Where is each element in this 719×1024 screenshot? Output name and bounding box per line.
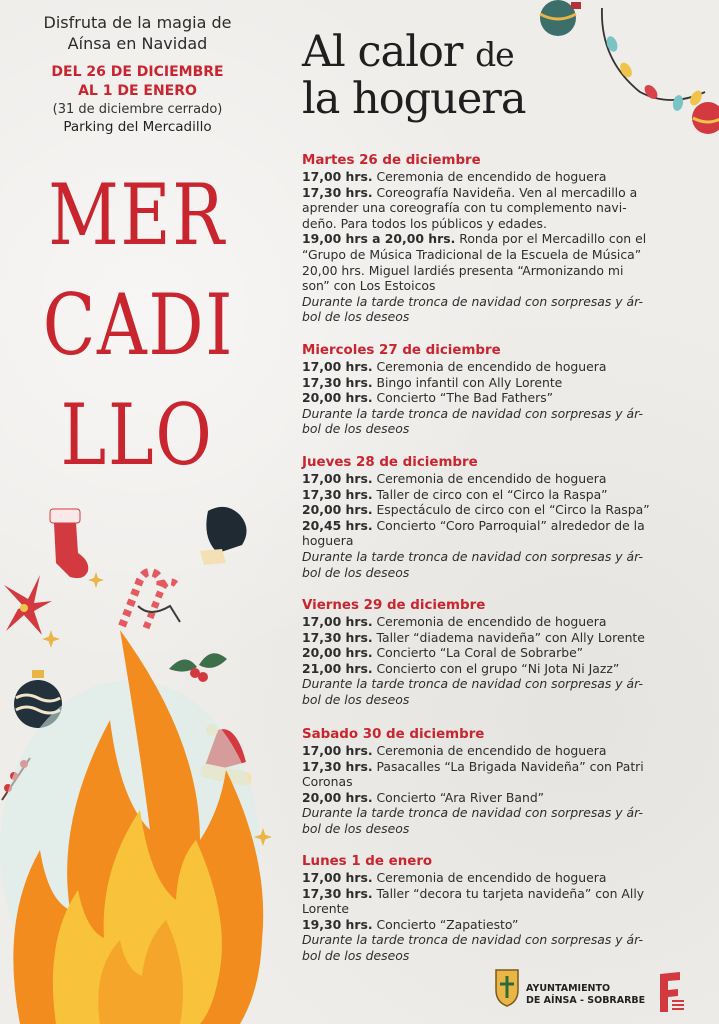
day-title: Martes 26 de diciembre xyxy=(302,153,481,168)
closed-note: (31 de diciembre cerrado) xyxy=(52,102,223,117)
schedule-line xyxy=(302,278,686,294)
schedule-line xyxy=(302,471,686,487)
dates-line-1: DEL 26 DE DICIEMBRE xyxy=(51,64,224,80)
event-place: Parking del Mercadillo xyxy=(63,119,212,135)
day-note: Durante la tarde tronca de navidad con sorpresas y ár- xyxy=(302,405,644,421)
schedule-text: Ceremonia de encendido de hoguera xyxy=(372,614,607,629)
day-block xyxy=(302,597,686,708)
mercadillo-line-3: LLO xyxy=(60,386,214,484)
schedule-line xyxy=(302,743,686,759)
schedule-text: Ceremonia de encendido de hoguera xyxy=(372,471,607,486)
tagline-line-1: Disfruta de la magia de xyxy=(43,13,232,32)
day-title: Lunes 1 de enero xyxy=(302,854,433,869)
schedule-time: 21,00 hrs. xyxy=(302,660,373,676)
schedule-text: Concierto “Coro Parroquial” alrededor de la xyxy=(372,517,645,533)
schedule-line xyxy=(302,533,686,549)
schedule-time: 20,00 hrs. xyxy=(302,502,373,518)
schedule-line xyxy=(302,185,686,201)
schedule-time: 17,30 hrs. xyxy=(302,374,373,390)
schedule-line xyxy=(302,759,686,775)
schedule-line xyxy=(302,518,686,534)
schedule-line xyxy=(302,263,686,279)
schedule-time: 20,00 hrs. xyxy=(302,645,373,661)
day-note: Durante la tarde tronca de navidad con sorpresas y ár- xyxy=(302,676,644,692)
schedule-time: 17,30 hrs. xyxy=(302,184,373,200)
schedule-line xyxy=(302,774,686,790)
schedule-text: Coronas xyxy=(302,774,353,790)
town-crest-icon xyxy=(492,966,522,1008)
schedule-time: 17,00 hrs. xyxy=(302,870,373,885)
schedule-text: aprender una coreografía con tu complemento navi- xyxy=(302,200,627,216)
schedule-time: 17,00 hrs. xyxy=(302,743,373,758)
schedule-time: 19,00 hrs a 20,00 hrs. xyxy=(302,231,456,247)
tagline-line-2: Aínsa en Navidad xyxy=(67,34,208,53)
schedule-line xyxy=(302,901,686,917)
schedule-line xyxy=(302,917,686,933)
day-note: bol de los deseos xyxy=(302,820,410,836)
day-note: Durante la tarde tronca de navidad con sorpresas y ár- xyxy=(302,548,644,564)
schedule-time: 20,00 hrs. xyxy=(302,789,373,805)
bonfire-flame-icon xyxy=(0,620,300,1024)
schedule-time: 17,30 hrs. xyxy=(302,758,373,774)
mercadillo-line-1: MER xyxy=(48,166,226,264)
town-hall-name xyxy=(526,983,645,1007)
day-note: Durante la tarde tronca de navidad con sorpresas y ár- xyxy=(302,805,644,821)
day-title: Miercoles 27 de diciembre xyxy=(302,343,501,358)
schedule-text: 20,00 hrs. Miguel lardiés presenta “Armonizando mi xyxy=(302,262,624,278)
mercadillo-title xyxy=(22,160,252,490)
town-hall-line-2: DE AÍNSA - SOBRARBE xyxy=(526,995,646,1006)
schedule-text: Taller “decora tu tarjeta navideña” con Ally xyxy=(372,885,645,901)
day-block xyxy=(302,342,686,437)
schedule-text: Ceremonia de encendido de hoguera xyxy=(372,743,607,758)
day-title: Viernes 29 de diciembre xyxy=(302,598,486,613)
sparkle-icon xyxy=(254,828,272,846)
day-note: bol de los deseos xyxy=(302,564,410,580)
page-title xyxy=(302,27,526,124)
schedule-text: Concierto “Zapatiesto” xyxy=(372,916,519,932)
schedule-text: Coreografía Navideña. Ven al mercadillo a xyxy=(372,184,638,200)
mercadillo-line-2: CADI xyxy=(42,276,235,374)
schedule-line xyxy=(302,375,686,391)
schedule-time: 17,00 hrs. xyxy=(302,359,373,374)
schedule-text: Taller de circo con el “Circo la Raspa” xyxy=(372,486,608,502)
schedule-time: 19,30 hrs. xyxy=(302,916,373,932)
schedule-line xyxy=(302,231,686,247)
schedule-text: Concierto con el grupo “Ni Jota Ni Jazz” xyxy=(372,660,620,676)
day-block xyxy=(302,152,686,325)
schedule-text: Concierto “The Bad Fathers” xyxy=(372,390,554,406)
schedule-text: Pasacalles “La Brigada Navideña” con Patri xyxy=(372,758,644,774)
title-line-2: la hoguera xyxy=(302,74,526,124)
schedule-text: Lorente xyxy=(302,901,350,917)
schedule-line xyxy=(302,790,686,806)
schedule-text: deño. Para todos los públicos y edades. xyxy=(302,215,547,231)
schedule-text: Espectáculo de circo con el “Circo la Raspa” xyxy=(372,502,650,518)
schedule-time: 17,00 hrs. xyxy=(302,471,373,486)
sponsor-logo-icon xyxy=(652,968,688,1016)
schedule-time: 17,00 hrs. xyxy=(302,169,373,184)
schedule-time: 17,30 hrs. xyxy=(302,629,373,645)
sparkle-icon xyxy=(42,630,60,648)
day-title: Sabado 30 de diciembre xyxy=(302,727,485,742)
schedule-line xyxy=(302,870,686,886)
day-note: Durante la tarde tronca de navidad con sorpresas y ár- xyxy=(302,932,644,948)
schedule-time: 20,00 hrs. xyxy=(302,390,373,406)
title-line-1b: de xyxy=(475,35,514,74)
schedule-text: Ronda por el Mercadillo con el xyxy=(455,231,647,247)
schedule-text: Taller “diadema navideña” con Ally Lorente xyxy=(372,629,645,645)
schedule-line xyxy=(302,886,686,902)
schedule-line xyxy=(302,502,686,518)
schedule-line xyxy=(302,661,686,677)
day-note: bol de los deseos xyxy=(302,309,410,325)
string-lights-icon xyxy=(530,0,719,150)
schedule-line xyxy=(302,169,686,185)
schedule-time: 17,30 hrs. xyxy=(302,885,373,901)
sparkle-icon xyxy=(88,572,104,588)
schedule-line xyxy=(302,390,686,406)
schedule-line xyxy=(302,359,686,375)
schedule-line xyxy=(302,487,686,503)
dates-line-2: AL 1 DE ENERO xyxy=(78,83,197,99)
schedule-text: Bingo infantil con Ally Lorente xyxy=(372,374,563,390)
schedule-text: “Grupo de Música Tradicional de la Escuela de Música” xyxy=(302,246,642,262)
day-note: Durante la tarde tronca de navidad con sorpresas y ár- xyxy=(302,293,644,309)
schedule-time: 17,30 hrs. xyxy=(302,486,373,502)
schedule-line xyxy=(302,216,686,232)
day-note: bol de los deseos xyxy=(302,691,410,707)
schedule-line xyxy=(302,630,686,646)
schedule-text: Ceremonia de encendido de hoguera xyxy=(372,169,607,184)
town-hall-line-1: AYUNTAMIENTO xyxy=(526,983,611,994)
schedule-text: Concierto “La Coral de Sobrarbe” xyxy=(372,645,584,661)
title-line-1a: Al calor xyxy=(302,27,463,77)
day-block xyxy=(302,454,686,580)
schedule-text: Concierto “Ara River Band” xyxy=(372,789,545,805)
schedule-line xyxy=(302,614,686,630)
day-note: bol de los deseos xyxy=(302,421,410,437)
schedule-text: hoguera xyxy=(302,533,354,549)
day-block xyxy=(302,853,686,964)
schedule-text: son” con Los Estoicos xyxy=(302,278,436,294)
mitten-icon xyxy=(196,505,254,567)
schedule-line xyxy=(302,645,686,661)
day-note: bol de los deseos xyxy=(302,947,410,963)
schedule-line xyxy=(302,200,686,216)
schedule-text: Ceremonia de encendido de hoguera xyxy=(372,870,607,885)
schedule-line xyxy=(302,247,686,263)
event-info xyxy=(10,12,265,137)
day-title: Jueves 28 de diciembre xyxy=(302,455,478,470)
day-block xyxy=(302,726,686,837)
schedule-time: 17,00 hrs. xyxy=(302,614,373,629)
schedule-time: 20,45 hrs. xyxy=(302,517,373,533)
schedule-text: Ceremonia de encendido de hoguera xyxy=(372,359,607,374)
